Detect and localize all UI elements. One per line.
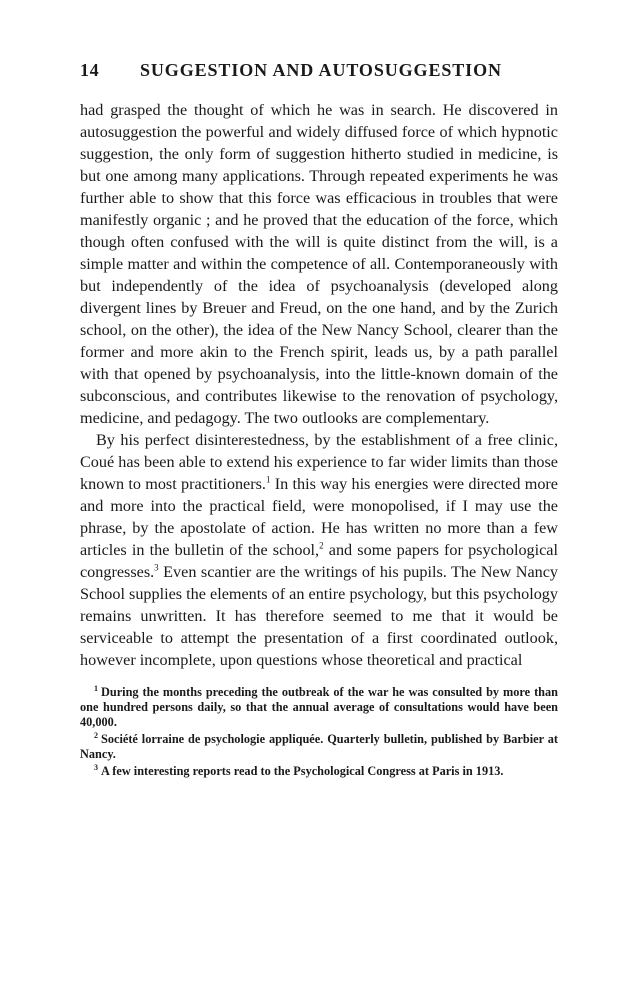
footnote-text: Société lorraine de psychologie appliquée. Quarterly bulletin, published by Barbier at Nancy. xyxy=(80,732,558,761)
footnote-mark: 2 xyxy=(94,730,98,740)
footnote-3 xyxy=(80,764,558,779)
running-head xyxy=(80,60,558,81)
footnote-text: During the months preceding the outbreak of the war he was consulted by more than one hundred persons daily, so that the annual average of consultations would have been 40,000. xyxy=(80,685,558,729)
paragraph-2-text-4: Even scantier are the writings of his pupils. The New Nancy School supplies the elements of an entire psychology, but this psychology remains unwritten. It has therefore seemed to me that it would be serviceable to attempt the presentation of a first coordinated outlook, however incomplete, upon questions whose theoretical and practical xyxy=(80,563,558,669)
paragraph-2-text-3: and some papers for psychological congresses. xyxy=(80,541,558,581)
page-number: 14 xyxy=(80,60,100,80)
book-page xyxy=(80,60,558,781)
footnote-mark: 3 xyxy=(94,762,98,772)
paragraph-1: had grasped the thought of which he was in search. He discovered in autosuggestion the powerful and widely diffused force of which hypnotic suggestion, the only form of suggestion hitherto studied in medicine, is but one among many applications. Through repeated experiments he was further able to show that this force was efficacious in troubles that were manifestly organic ; and he proved that the education of the force, which though often confused with the will is quite distinct from the will, is a simple matter and within the competence of all. Contemporaneously with but independently of the idea of psychoanalysis (developed along divergent lines by Breuer and Freud, on the one hand, and by the Zurich school, on the other), the idea of the New Nancy School, clearer than the former and more akin to the French spirit, leads us, by a path parallel with that opened by psychoanalysis, into the little-known domain of the subconscious, and contributes likewise to the renovation of psychology, medicine, and pedagogy. The two outlooks are complementary. xyxy=(80,101,558,427)
footnote-mark: 1 xyxy=(94,683,98,693)
footnote-reference-2: 2 xyxy=(319,540,324,551)
running-title: SUGGESTION AND AUTOSUGGESTION xyxy=(140,60,502,80)
footnote-2 xyxy=(80,732,558,762)
footnote-reference-1: 1 xyxy=(265,474,271,485)
footnote-1 xyxy=(80,685,558,730)
footnotes xyxy=(80,685,558,779)
footnote-reference-3: 3 xyxy=(154,562,159,573)
body-text xyxy=(80,99,558,671)
paragraph-2-text-1: By his perfect disinterestedness, by the establishment of a free clinic, Coué has been able to extend his experience to far wider limits than those known to most practitioners. xyxy=(80,431,558,493)
footnote-text: A few interesting reports read to the Psychological Congress at Paris in 1913. xyxy=(101,764,504,778)
paragraph-2 xyxy=(80,429,558,671)
paragraph-2-text-2: In this way his energies were directed more and more into the practical field, were monopolised, if I may use the phrase, by the apostolate of action. He has written no more than a few articles in the bulletin of the school, xyxy=(80,475,558,559)
